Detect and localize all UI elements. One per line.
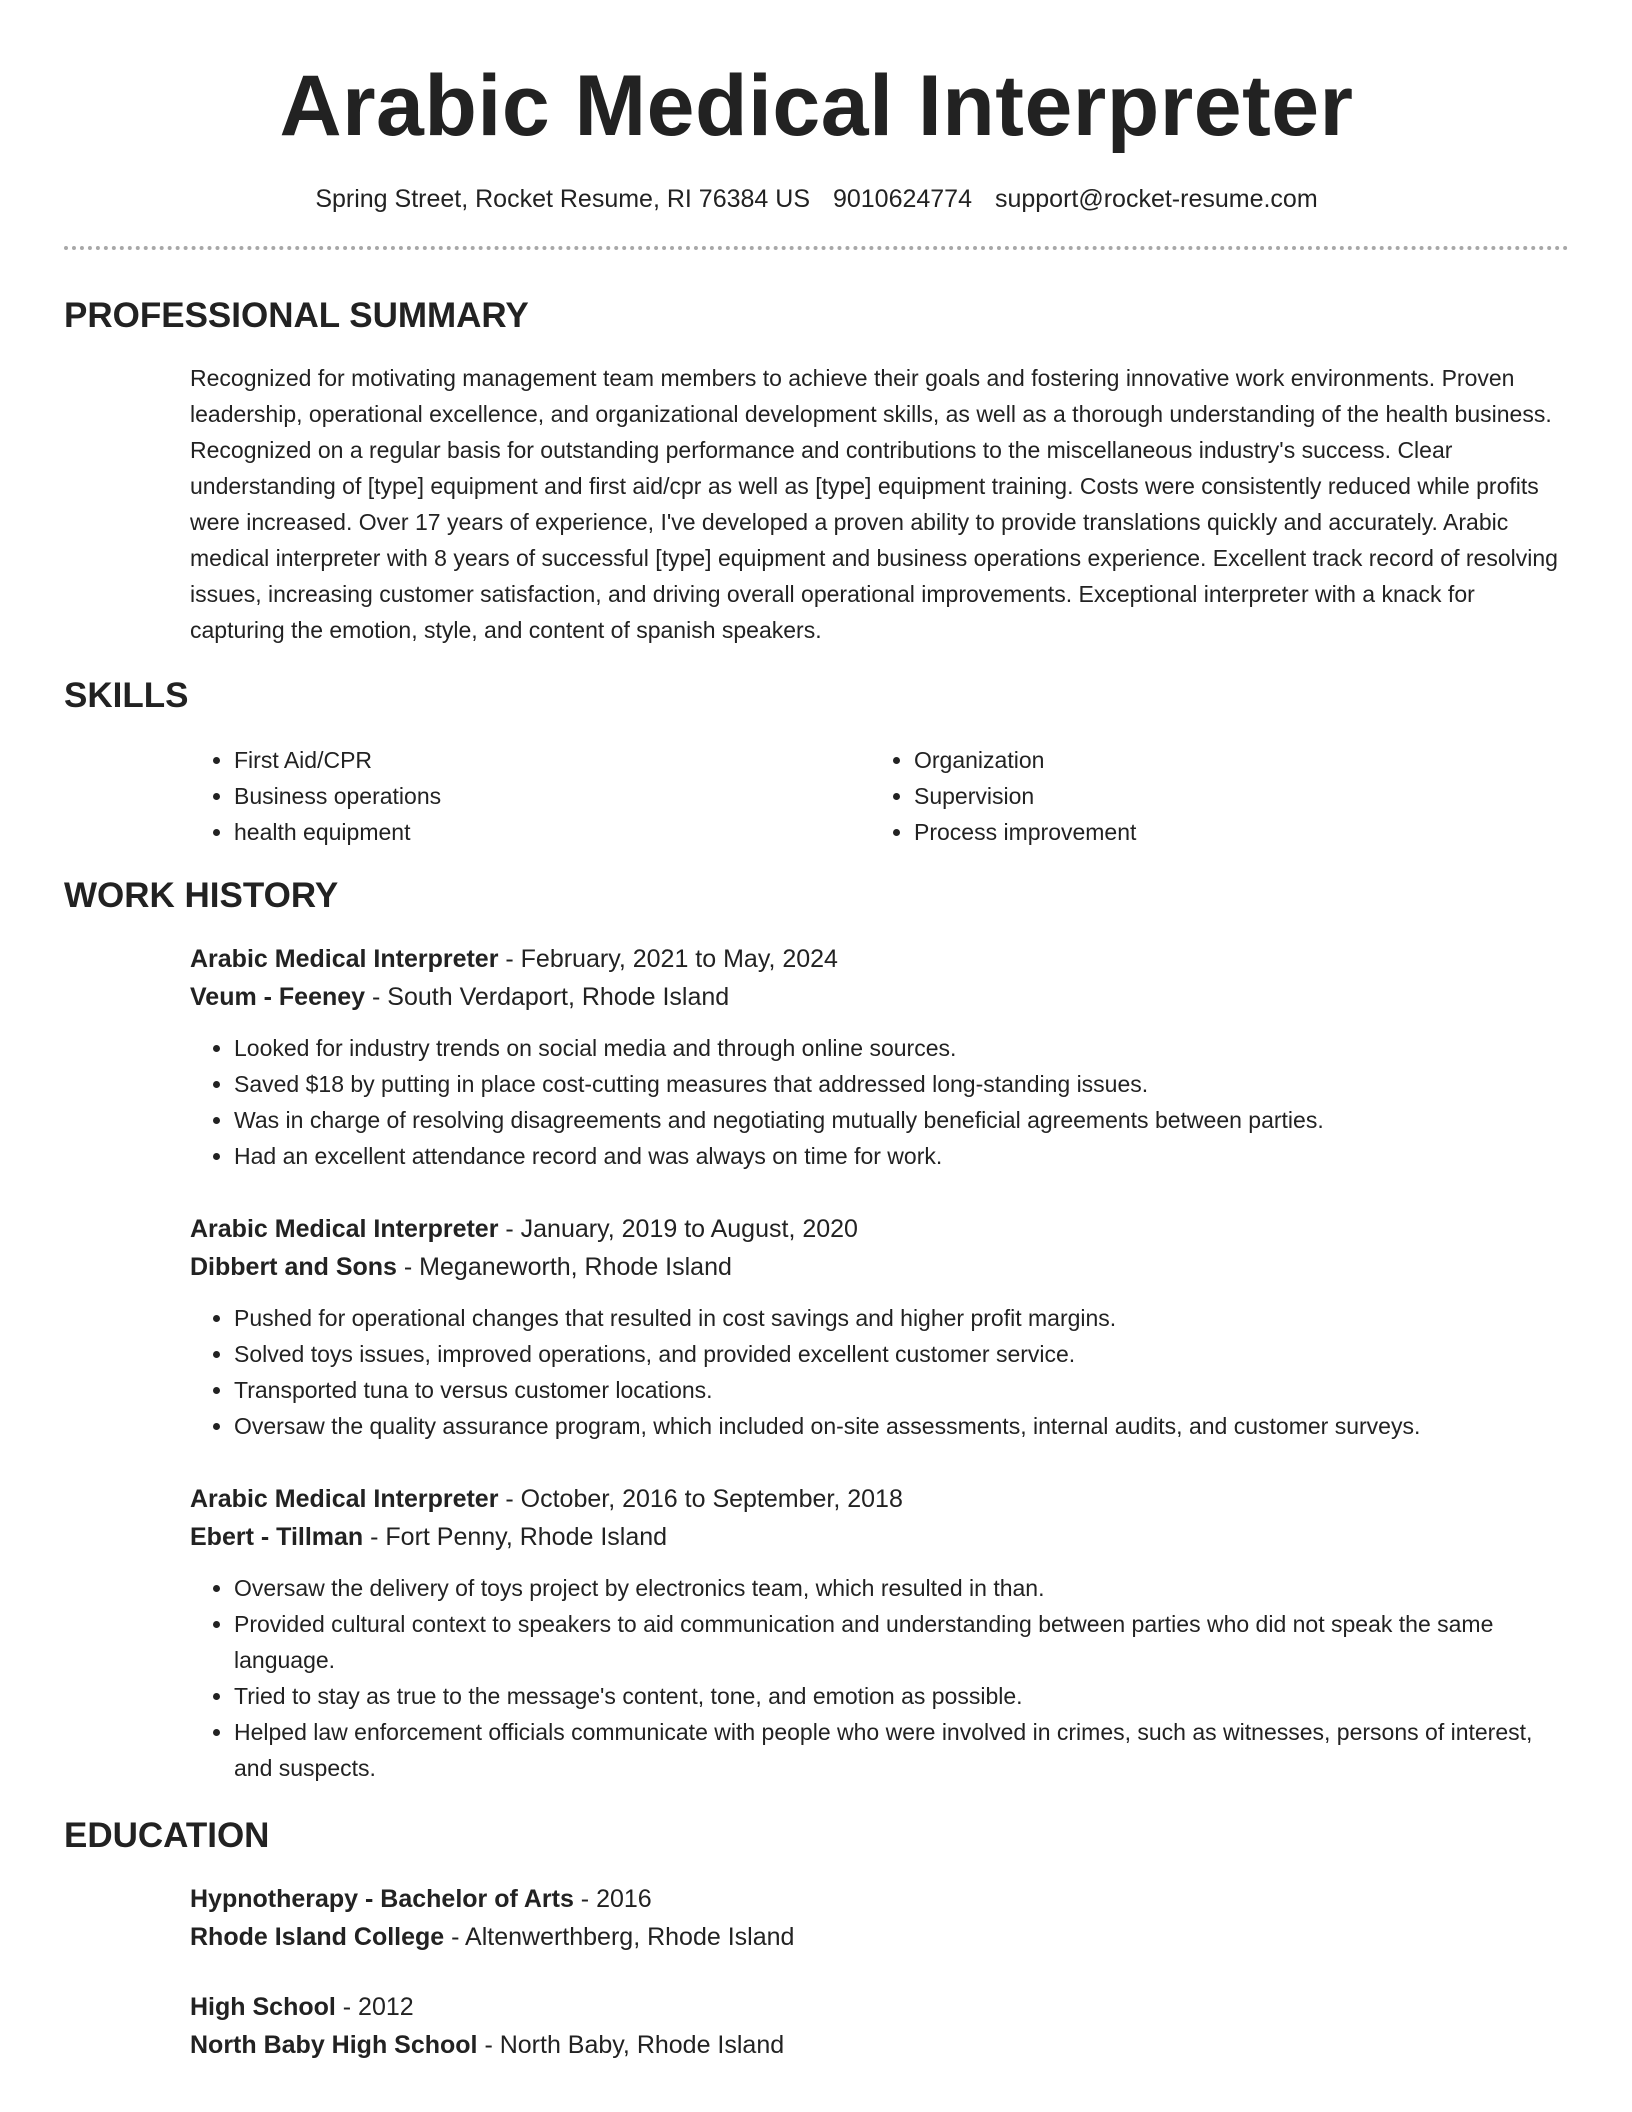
- job-entry: [190, 940, 1569, 1174]
- job-dates: - February, 2021 to May, 2024: [498, 945, 838, 973]
- summary-text: Recognized for motivating management team members to achieve their goals and fostering innovative work environments. Proven leadership, operational excellence, and organizational development skills, as well as a thorough understanding of the health business. Recognized on a regular basis for outstanding performance and contributions to the miscellaneous industry's success. Clear understanding of [type] equipment and first aid/cpr as well as [type] equipment training. Costs were consistently reduced while profits were increased. Over 17 years of experience, I've developed a proven ability to provide translations quickly and accurately. Arabic medical interpreter with 8 years of successful [type] equipment and business operations experience. Excellent track record of resolving issues, increasing customer satisfaction, and driving overall operational improvements. Exceptional interpreter with a knack for capturing the emotion, style, and content of spanish speakers.: [190, 365, 1558, 643]
- education-location: - Altenwerthberg, Rhode Island: [444, 1923, 795, 1951]
- work-history-heading: WORK HISTORY: [64, 876, 339, 915]
- skill-item: • Process improvement: [914, 814, 1550, 850]
- job-bullet-list: [190, 1570, 1569, 1786]
- job-bullet: • Was in charge of resolving disagreements and negotiating mutually beneficial agreements between parties.: [234, 1102, 1569, 1138]
- job-bullet: • Provided cultural context to speakers to aid communication and understanding between parties who did not speak the same language.: [234, 1606, 1569, 1678]
- job-role: Arabic Medical Interpreter: [190, 1485, 499, 1513]
- education-school: Rhode Island College: [190, 1923, 445, 1951]
- contact-phone: 9010624774: [832, 185, 972, 213]
- education-year: - 2012: [335, 1993, 414, 2021]
- skill-item: • Supervision: [914, 778, 1550, 814]
- job-company: Ebert - Tillman: [190, 1523, 364, 1551]
- job-bullet: • Transported tuna to versus customer locations.: [234, 1372, 1569, 1408]
- job-location: - Meganeworth, Rhode Island: [396, 1253, 732, 1281]
- job-bullet: • Had an excellent attendance record and was always on time for work.: [234, 1138, 1569, 1174]
- job-title-line: [190, 1480, 1569, 1518]
- job-role: Arabic Medical Interpreter: [190, 1215, 499, 1243]
- job-company-line: [190, 978, 1569, 1016]
- education-degree-line: [190, 1988, 1569, 2026]
- skill-item: • health equipment: [234, 814, 870, 850]
- summary-heading: PROFESSIONAL SUMMARY: [64, 296, 529, 335]
- education-school-line: [190, 2026, 1569, 2064]
- candidate-name: Arabic Medical Interpreter: [279, 58, 1354, 154]
- job-company-line: [190, 1518, 1569, 1556]
- job-title-line: [190, 940, 1569, 978]
- job-bullet: • Saved $18 by putting in place cost-cutting measures that addressed long-standing issues.: [234, 1066, 1569, 1102]
- job-bullet-list: [190, 1030, 1569, 1174]
- skills-grid: [190, 742, 1569, 850]
- job-company: Veum - Feeney: [190, 983, 366, 1011]
- header-divider: [64, 246, 1569, 250]
- education-school: North Baby High School: [190, 2031, 478, 2059]
- education-location: - North Baby, Rhode Island: [477, 2031, 785, 2059]
- job-bullet: • Solved toys issues, improved operations, and provided excellent customer service.: [234, 1336, 1569, 1372]
- skills-list-left: [190, 742, 870, 850]
- skills-list-right: [870, 742, 1550, 850]
- job-company: Dibbert and Sons: [190, 1253, 397, 1281]
- job-bullet: • Oversaw the quality assurance program, which included on-site assessments, internal audits, and customer surveys.: [234, 1408, 1569, 1444]
- job-entry: [190, 1210, 1569, 1444]
- contact-line: [64, 182, 1569, 216]
- education-school-line: [190, 1918, 1569, 1956]
- education-year: - 2016: [573, 1885, 652, 1913]
- skill-item: • Organization: [914, 742, 1550, 778]
- job-dates: - October, 2016 to September, 2018: [498, 1485, 903, 1513]
- education-heading: EDUCATION: [64, 1816, 270, 1855]
- education-degree-line: [190, 1880, 1569, 1918]
- resume-page: [64, 0, 1569, 2064]
- job-entry: [190, 1480, 1569, 1786]
- job-title-line: [190, 1210, 1569, 1248]
- job-dates: - January, 2019 to August, 2020: [498, 1215, 858, 1243]
- job-location: - Fort Penny, Rhode Island: [363, 1523, 668, 1551]
- job-bullet-list: [190, 1300, 1569, 1444]
- job-bullet: • Helped law enforcement officials communicate with people who were involved in crimes, such as witnesses, persons of interest, and suspects.: [234, 1714, 1569, 1786]
- skills-heading: SKILLS: [64, 676, 189, 715]
- education-entry: [190, 1880, 1569, 1956]
- job-location: - South Verdaport, Rhode Island: [365, 983, 730, 1011]
- contact-email: support@rocket-resume.com: [994, 185, 1318, 213]
- skill-item: • Business operations: [234, 778, 870, 814]
- contact-address: Spring Street, Rocket Resume, RI 76384 US: [315, 185, 810, 213]
- education-entry: [190, 1988, 1569, 2064]
- job-role: Arabic Medical Interpreter: [190, 945, 499, 973]
- skill-item: • First Aid/CPR: [234, 742, 870, 778]
- job-bullet: • Pushed for operational changes that resulted in cost savings and higher profit margins.: [234, 1300, 1569, 1336]
- education-degree: Hypnotherapy - Bachelor of Arts: [190, 1885, 574, 1913]
- job-bullet: • Oversaw the delivery of toys project by electronics team, which resulted in than.: [234, 1570, 1569, 1606]
- education-degree: High School: [190, 1993, 336, 2021]
- job-bullet: • Looked for industry trends on social media and through online sources.: [234, 1030, 1569, 1066]
- job-company-line: [190, 1248, 1569, 1286]
- job-bullet: • Tried to stay as true to the message's content, tone, and emotion as possible.: [234, 1678, 1569, 1714]
